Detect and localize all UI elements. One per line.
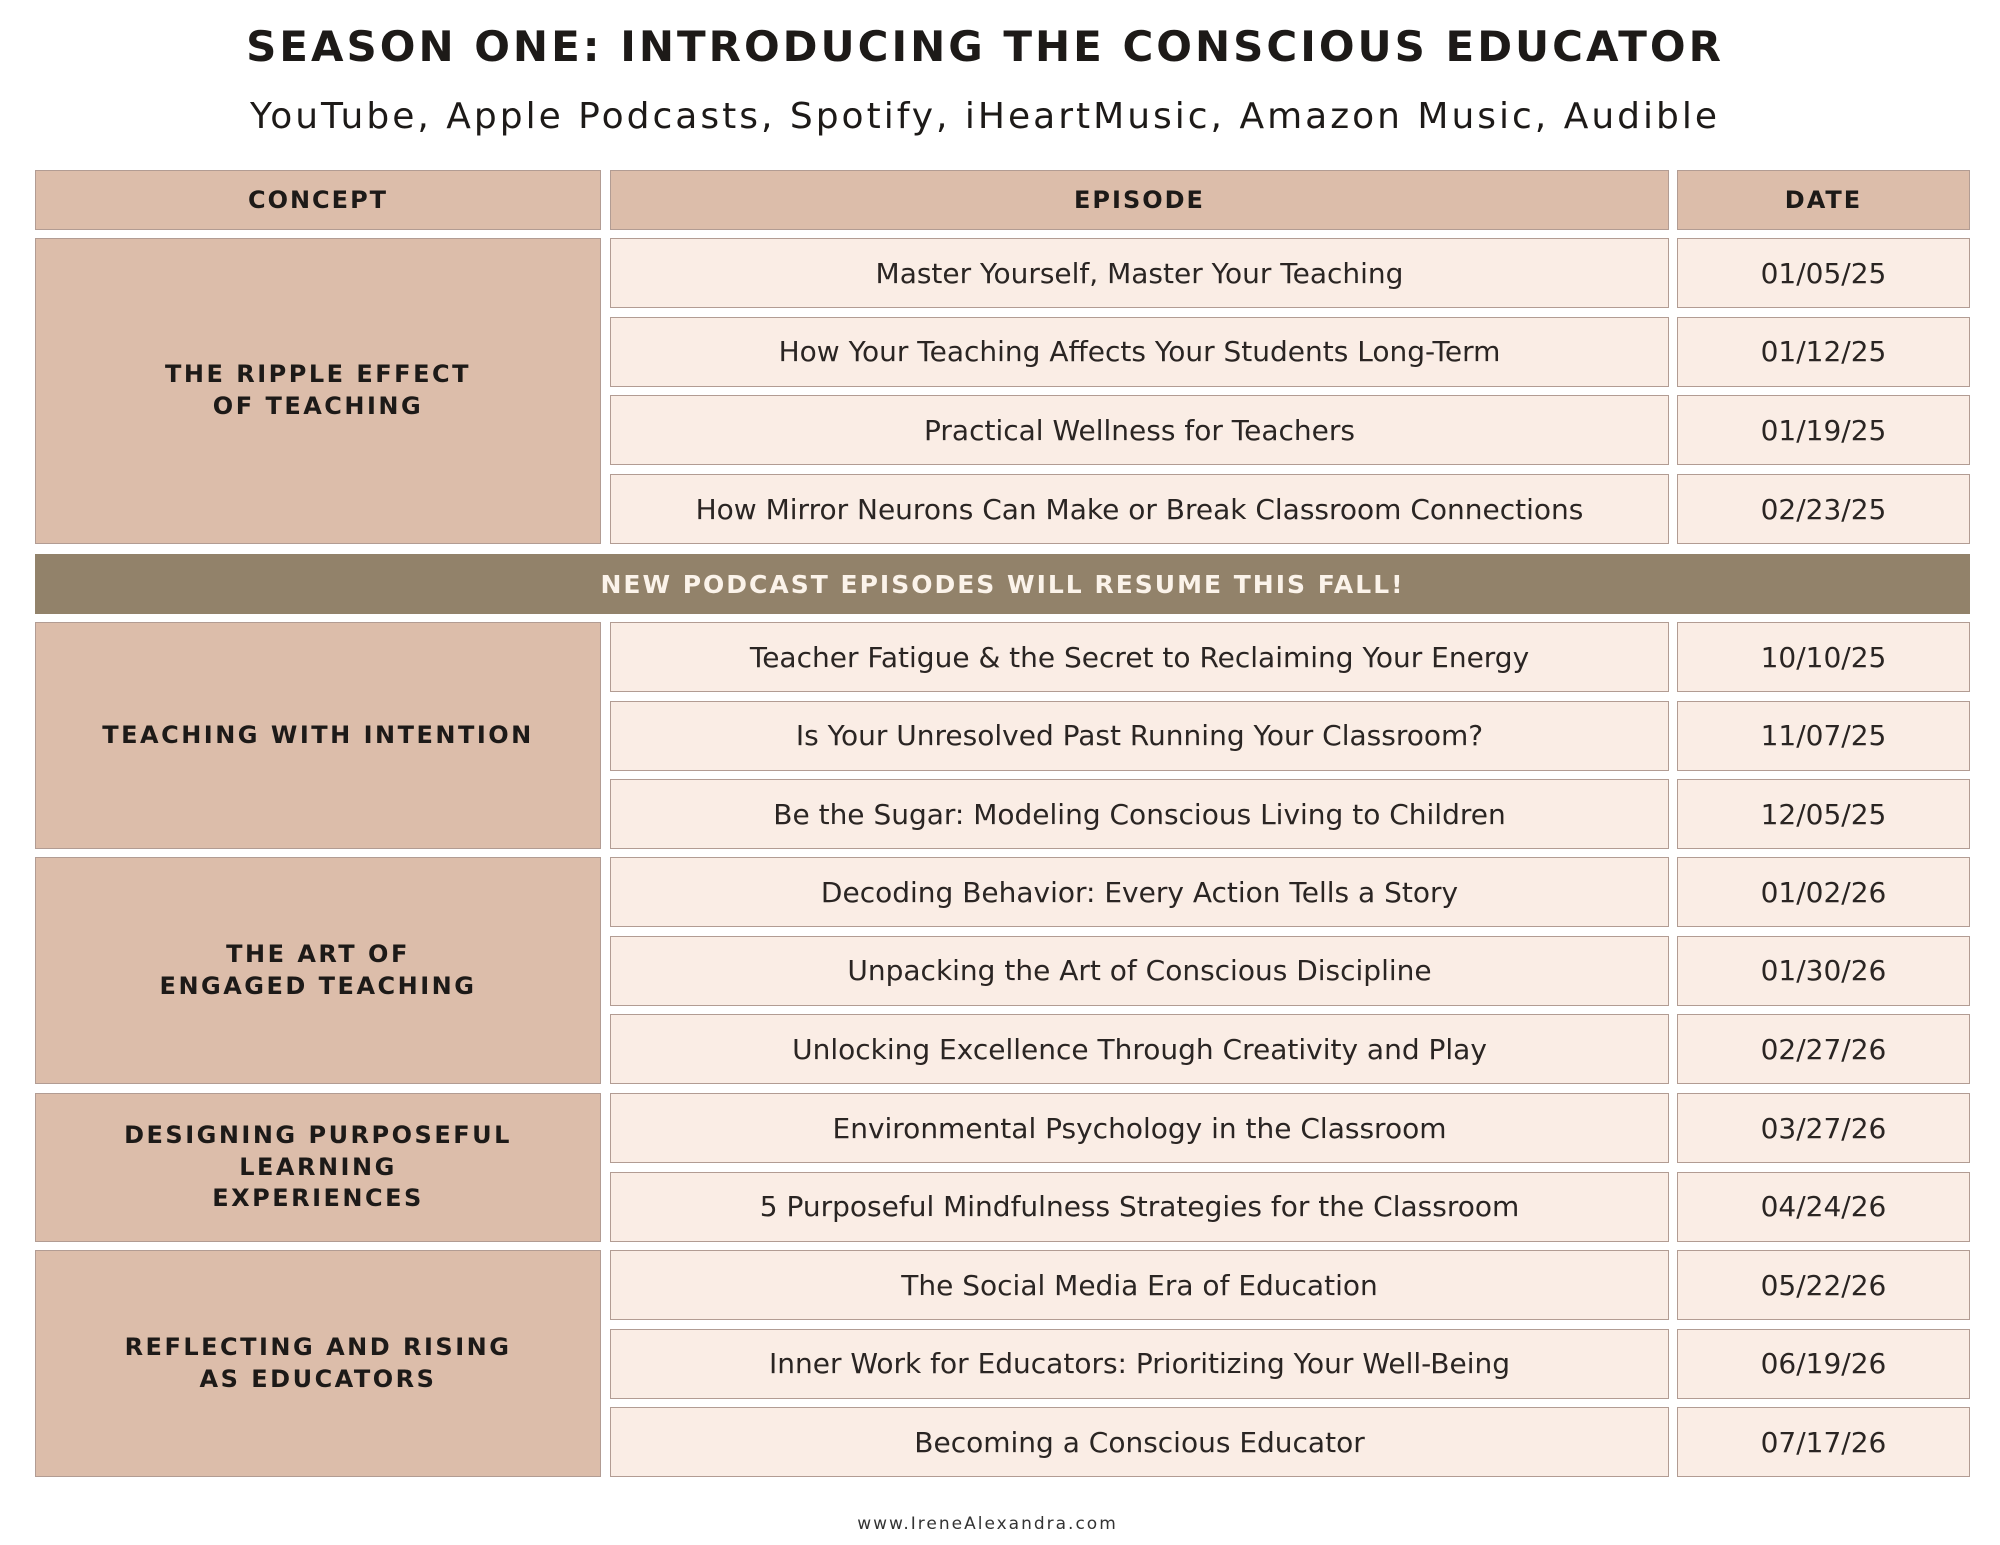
episode-date-cell: 06/19/26 (1677, 1329, 1970, 1399)
episode-date-cell: 02/27/26 (1677, 1014, 1970, 1084)
episode-date-cell: 01/19/25 (1677, 395, 1970, 465)
concept-cell: THE RIPPLE EFFECT OF TEACHING (35, 238, 601, 544)
episode-title-cell: Inner Work for Educators: Prioritizing Your Well-Being (610, 1329, 1669, 1399)
episode-title-cell: Is Your Unresolved Past Running Your Classroom? (610, 701, 1669, 771)
concept-cell: DESIGNING PURPOSEFUL LEARNING EXPERIENCES (35, 1093, 601, 1242)
episode-date-cell: 03/27/26 (1677, 1093, 1970, 1163)
episode-date-cell: 02/23/25 (1677, 474, 1970, 544)
episode-date-cell: 11/07/25 (1677, 701, 1970, 771)
page-title: SEASON ONE: INTRODUCING THE CONSCIOUS EDUCATOR (246, 22, 1724, 71)
episode-date-cell: 12/05/25 (1677, 779, 1970, 849)
episode-date-cell: 01/30/26 (1677, 936, 1970, 1006)
concept-cell: TEACHING WITH INTENTION (35, 622, 601, 849)
concept-cell: REFLECTING AND RISING AS EDUCATORS (35, 1250, 601, 1477)
episode-date-cell: 07/17/26 (1677, 1407, 1970, 1477)
resume-banner: NEW PODCAST EPISODES WILL RESUME THIS FALL! (35, 554, 1970, 614)
episode-title-cell: Master Yourself, Master Your Teaching (610, 238, 1669, 308)
episode-date-cell: 05/22/26 (1677, 1250, 1970, 1320)
episode-title-cell: How Your Teaching Affects Your Students Long-Term (610, 317, 1669, 387)
episode-title-cell: The Social Media Era of Education (610, 1250, 1669, 1320)
website-footer: www.IreneAlexandra.com (857, 1514, 1118, 1534)
episode-title-cell: Unpacking the Art of Conscious Discipline (610, 936, 1669, 1006)
episode-title-cell: How Mirror Neurons Can Make or Break Classroom Connections (610, 474, 1669, 544)
episode-date-cell: 04/24/26 (1677, 1172, 1970, 1242)
episode-title-cell: Be the Sugar: Modeling Conscious Living to Children (610, 779, 1669, 849)
episode-title-cell: Practical Wellness for Teachers (610, 395, 1669, 465)
column-header-episode: EPISODE (610, 170, 1669, 230)
episode-title-cell: Unlocking Excellence Through Creativity and Play (610, 1014, 1669, 1084)
column-header-date: DATE (1677, 170, 1970, 230)
platforms-list: YouTube, Apple Podcasts, Spotify, iHeartMusic, Amazon Music, Audible (249, 96, 1720, 137)
episode-date-cell: 01/02/26 (1677, 857, 1970, 927)
episode-date-cell: 01/05/25 (1677, 238, 1970, 308)
episode-title-cell: Teacher Fatigue & the Secret to Reclaiming Your Energy (610, 622, 1669, 692)
episode-date-cell: 01/12/25 (1677, 317, 1970, 387)
column-header-concept: CONCEPT (35, 170, 601, 230)
episode-date-cell: 10/10/25 (1677, 622, 1970, 692)
episode-title-cell: Becoming a Conscious Educator (610, 1407, 1669, 1477)
episode-title-cell: 5 Purposeful Mindfulness Strategies for the Classroom (610, 1172, 1669, 1242)
episode-title-cell: Environmental Psychology in the Classroom (610, 1093, 1669, 1163)
concept-cell: THE ART OF ENGAGED TEACHING (35, 857, 601, 1084)
episode-title-cell: Decoding Behavior: Every Action Tells a Story (610, 857, 1669, 927)
